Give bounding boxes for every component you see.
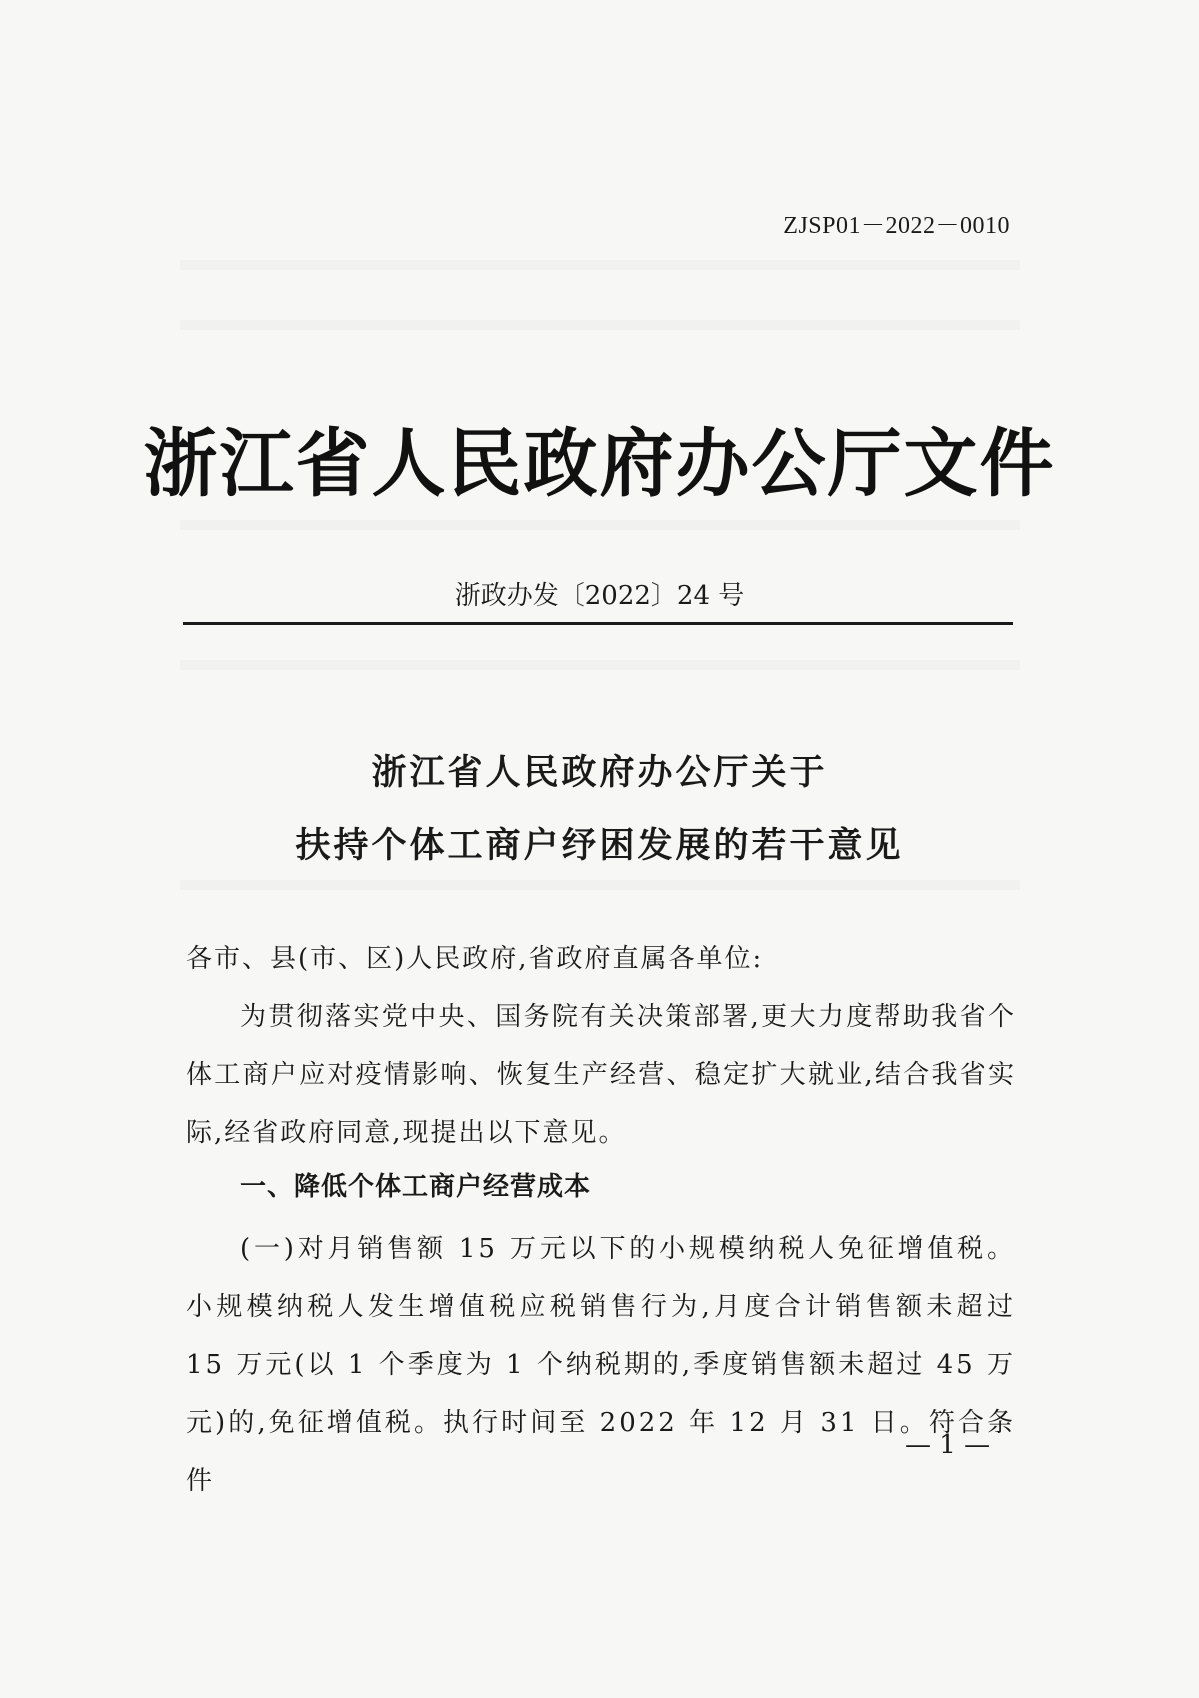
- bleed-through-shadow: [180, 660, 1020, 670]
- header-divider: [183, 622, 1013, 625]
- intro-paragraph: 为贯彻落实党中央、国务院有关决策部署,更大力度帮助我省个体工商户应对疫情影响、恢复生产经营、稳定扩大就业,结合我省实际,经省政府同意,现提出以下意见。: [186, 1002, 1016, 1148]
- bleed-through-shadow: [180, 880, 1020, 890]
- section-heading: 一、降低个体工商户经营成本: [240, 1172, 592, 1202]
- page-number: — 1 —: [905, 1430, 991, 1460]
- item-paragraph: (一)对月销售额 15 万元以下的小规模纳税人免征增值税。小规模纳税人发生增值税应税销售行为,月度合计销售额未超过 15 万元(以 1 个季度为 1 个纳税期的,季度销售额未超过 45 万元)的,免征增值税。执行时间至 2022 年 12 月 31 日。符合条件: [186, 1234, 1016, 1496]
- document-title-line-2: 扶持个体工商户纾困发展的若干意见: [295, 826, 904, 866]
- bleed-through-shadow: [180, 520, 1020, 530]
- document-title-line-1: 浙江省人民政府办公厅关于: [371, 753, 828, 793]
- bleed-through-shadow: [180, 260, 1020, 270]
- document-number: 浙政办发〔2022〕24 号: [454, 581, 745, 611]
- bleed-through-shadow: [180, 320, 1020, 330]
- document-code: ZJSP01－2022－0010: [783, 213, 1010, 239]
- issuer-heading: 浙江省人民政府办公厅文件: [143, 421, 1056, 507]
- addressee: 各市、县(市、区)人民政府,省政府直属各单位:: [186, 944, 764, 974]
